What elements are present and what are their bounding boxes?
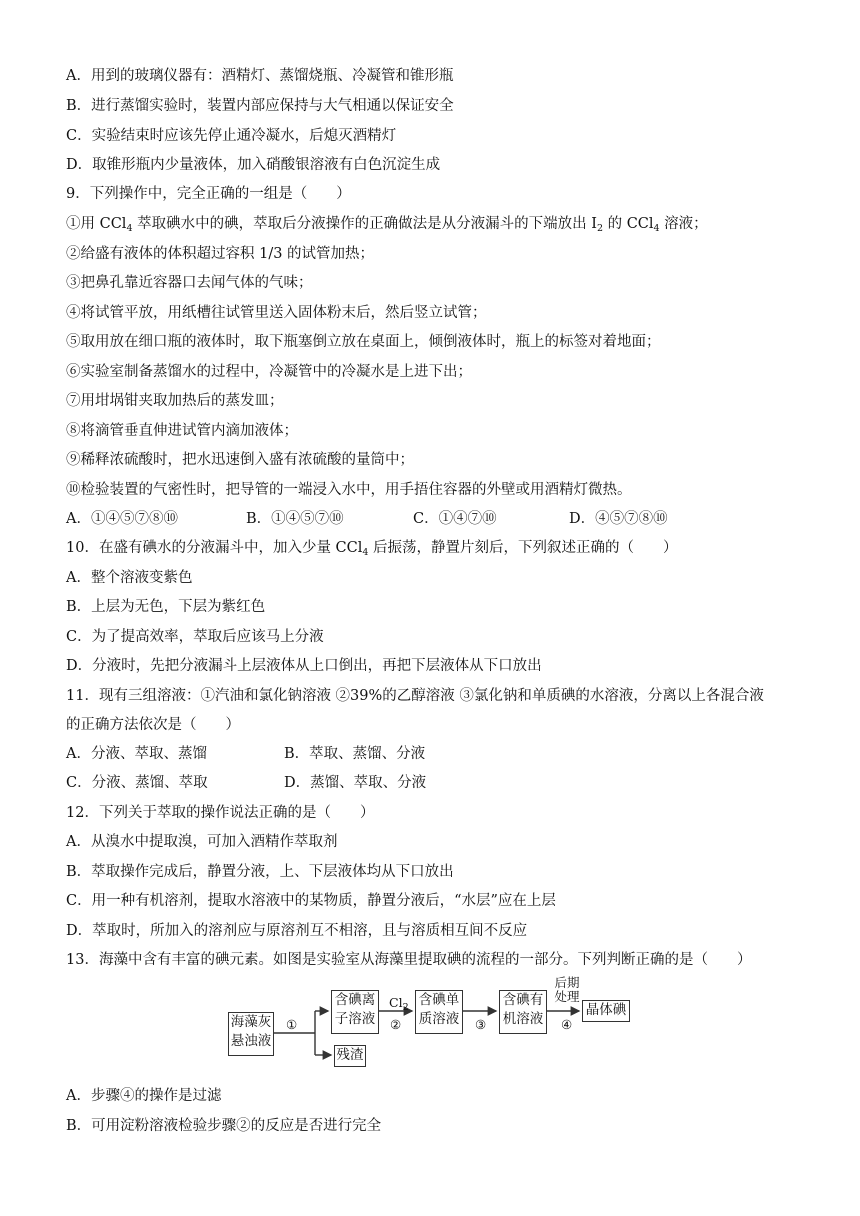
q9-item-8: ⑧将滴管垂直伸进试管内滴加液体； bbox=[66, 423, 298, 439]
q10-option-b: B．上层为无色，下层为紫红色 bbox=[66, 599, 266, 615]
q10-option-d: D．分液时，先把分液漏斗上层液体从上口倒出，再把下层液体从下口放出 bbox=[66, 658, 542, 674]
q11-option-a: A．分液、萃取、蒸馏 bbox=[66, 746, 207, 762]
q8-option-d: D．取锥形瓶内少量液体，加入硝酸银溶液有白色沉淀生成 bbox=[66, 157, 441, 173]
q12-option-d: D．萃取时，所加入的溶剂应与原溶剂互不相溶，且与溶质相互间不反应 bbox=[66, 923, 528, 939]
flow-box-start: 海藻灰悬浊液 bbox=[228, 1012, 274, 1056]
q11-stem-cont: 的正确方法依次是（ ） bbox=[66, 717, 240, 733]
q12-option-c: C．用一种有机溶剂，提取水溶液中的某物质，静置分液后，“水层”应在上层 bbox=[66, 893, 556, 909]
flow-step-1-label: ① bbox=[286, 1017, 298, 1032]
q9-option-d: D．④⑤⑦⑧⑩ bbox=[569, 511, 668, 527]
q8-option-c: C．实验结束时应该先停止通冷凝水，后熄灭酒精灯 bbox=[66, 128, 397, 144]
q9-option-c: C．①④⑦⑩ bbox=[413, 511, 497, 527]
q9-item-3: ③把鼻孔靠近容器口去闻气体的气味； bbox=[66, 275, 313, 291]
q11-option-b: B．萃取、蒸馏、分液 bbox=[284, 746, 426, 762]
q12-option-a: A．从溴水中提取溴，可加入酒精作萃取剂 bbox=[66, 834, 338, 850]
q8-option-b: B．进行蒸馏实验时，装置内部应保持与大气相通以保证安全 bbox=[66, 98, 454, 114]
flow-step-3-label: ③ bbox=[475, 1017, 487, 1032]
flow-step-2-label: ② bbox=[390, 1017, 402, 1032]
q9-option-a: A．①④⑤⑦⑧⑩ bbox=[66, 511, 178, 527]
q11-stem: 11．现有三组溶液：①汽油和氯化钠溶液 ②39%的乙醇溶液 ③氯化钠和单质碘的水溶液，分离以上各混合液 bbox=[66, 688, 764, 704]
q9-item-2: ②给盛有液体的体积超过容积 1/3 的试管加热； bbox=[66, 246, 375, 262]
flow-reagent-label: $Cl_2$ bbox=[389, 995, 409, 1013]
flow-box-iodine-solution: 含碘单质溶液 bbox=[415, 990, 463, 1034]
q10-option-a: A．整个溶液变紫色 bbox=[66, 570, 193, 586]
iodine-extraction-flowchart bbox=[222, 975, 642, 1076]
q11-option-d: D．蒸馏、萃取、分液 bbox=[284, 775, 427, 791]
q9-item-9: ⑨稀释浓硫酸时，把水迅速倒入盛有浓硫酸的量筒中； bbox=[66, 452, 414, 468]
q10-stem: 10．在盛有碘水的分液漏斗中，加入少量 CCl$_4$ 后振荡，静置片刻后，下列叙述正确的（ ） bbox=[66, 540, 678, 558]
q13-option-a: A．步骤④的操作是过滤 bbox=[66, 1088, 222, 1104]
flow-box-crystal-iodine: 晶体碘 bbox=[582, 1000, 630, 1022]
q12-option-b: B．萃取操作完成后，静置分液，上、下层液体均从下口放出 bbox=[66, 864, 454, 880]
flow-box-iodide-solution: 含碘离子溶液 bbox=[331, 990, 379, 1034]
q9-item-7: ⑦用坩埚钳夹取加热后的蒸发皿； bbox=[66, 393, 284, 409]
flow-step-4-label: ④ bbox=[561, 1017, 573, 1032]
q13-stem: 13．海藻中含有丰富的碘元素。如图是实验室从海藻里提取碘的流程的一部分。下列判断正确的是（ ） bbox=[66, 952, 752, 968]
q9-item-10: ⑩检验装置的气密性时，把导管的一端浸入水中，用手捂住容器的外壁或用酒精灯微热。 bbox=[66, 482, 632, 498]
q8-option-a: A．用到的玻璃仪器有：酒精灯、蒸馏烧瓶、冷凝管和锥形瓶 bbox=[66, 68, 454, 84]
q9-item-1: ①用 CCl$_4$ 萃取碘水中的碘，萃取后分液操作的正确做法是从分液漏斗的下端放出 $I_2$ 的 CCl$_4$ 溶液； bbox=[66, 216, 708, 234]
q11-option-c: C．分液、蒸馏、萃取 bbox=[66, 775, 208, 791]
q12-stem: 12．下列关于萃取的操作说法正确的是（ ） bbox=[66, 805, 375, 821]
q9-option-b: B．①④⑤⑦⑩ bbox=[246, 511, 344, 527]
q9-item-4: ④将试管平放，用纸槽往试管里送入固体粉末后，然后竖立试管； bbox=[66, 305, 487, 321]
q9-item-5: ⑤取用放在细口瓶的液体时，取下瓶塞倒立放在桌面上，倾倒液体时，瓶上的标签对着地面； bbox=[66, 334, 661, 350]
flow-post-process-label: 后期处理 bbox=[554, 975, 580, 1004]
q9-stem: 9．下列操作中，完全正确的一组是（ ） bbox=[66, 186, 351, 202]
q13-option-b: B．可用淀粉溶液检验步骤②的反应是否进行完全 bbox=[66, 1118, 382, 1134]
q9-item-6: ⑥实验室制备蒸馏水的过程中，冷凝管中的冷凝水是上进下出； bbox=[66, 364, 472, 380]
flow-box-organic-solution: 含碘有机溶液 bbox=[499, 990, 547, 1034]
q10-option-c: C．为了提高效率，萃取后应该马上分液 bbox=[66, 629, 324, 645]
flow-box-residue: 残渣 bbox=[334, 1045, 366, 1067]
